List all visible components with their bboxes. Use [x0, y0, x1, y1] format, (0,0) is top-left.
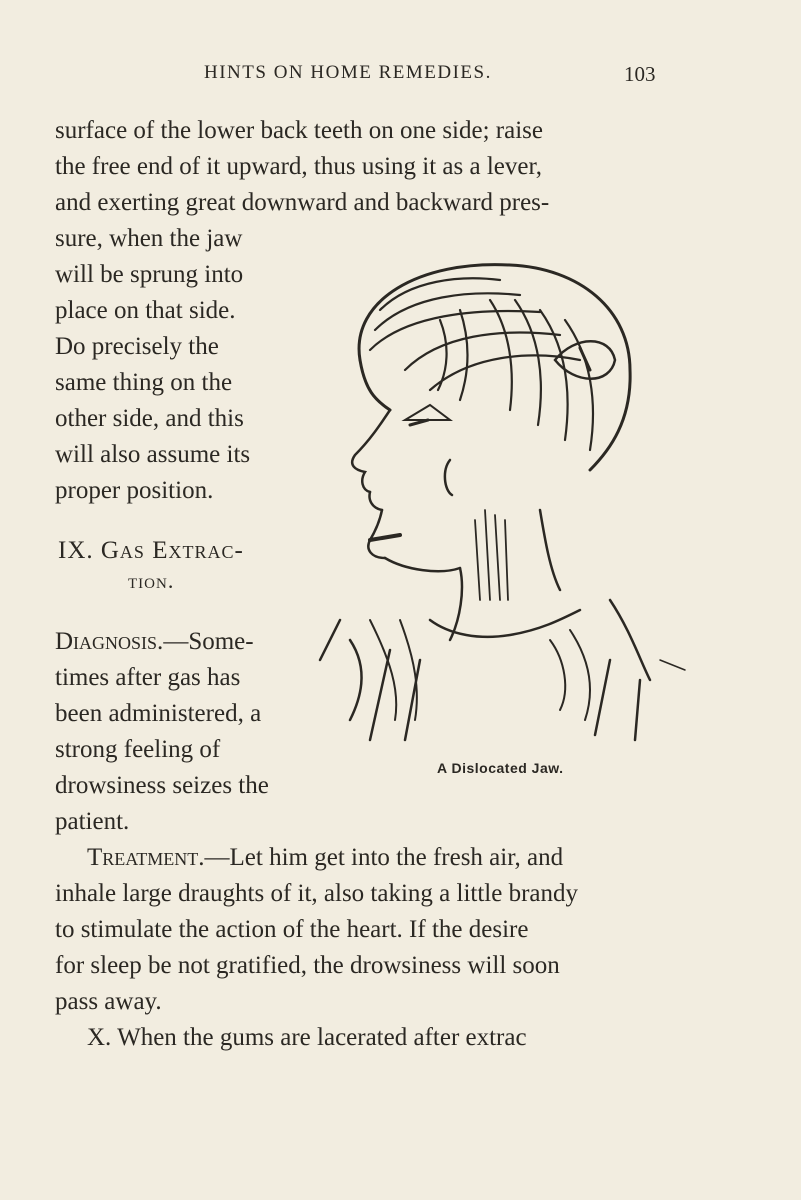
- text-line: patient.: [55, 808, 130, 835]
- text-line: proper position.: [55, 477, 214, 504]
- diagnosis-label: Diagnosis.: [55, 628, 164, 655]
- text-line: drowsiness seizes the: [55, 772, 269, 799]
- text-line: to stimulate the action of the heart. If the desire: [55, 916, 529, 943]
- text-line: inhale large draughts of it, also taking a little brandy: [55, 880, 579, 907]
- header-title: HINTS ON HOME REMEDIES.: [204, 62, 492, 83]
- text-line: surface of the lower back teeth on one side; raise: [55, 117, 543, 144]
- diagnosis-line: Diagnosis.—Some-: [55, 628, 254, 655]
- text-line: Do precisely the: [55, 333, 219, 360]
- text-line: will also assume its: [55, 441, 251, 468]
- treatment-line: Treatment.—Let him get into the fresh air, and: [87, 844, 564, 871]
- section-heading-ix-cont: tion.: [128, 568, 175, 593]
- treatment-label: Treatment.: [87, 844, 205, 871]
- text-line: place on that side.: [55, 297, 236, 324]
- section-heading-ix: IX. Gas Extrac-: [58, 537, 244, 564]
- text-line: been administered, a: [55, 700, 262, 727]
- text-line: sure, when the jaw: [55, 225, 243, 252]
- text-line: other side, and this: [55, 405, 244, 432]
- text-line: strong feeling of: [55, 736, 221, 763]
- text-line: times after gas has: [55, 664, 241, 691]
- woman-dislocated-jaw-illustration: [310, 240, 690, 760]
- figure-caption: A Dislocated Jaw.: [437, 760, 564, 776]
- page-number: 103: [624, 62, 656, 86]
- text-line: pass away.: [55, 988, 162, 1015]
- text-line: and exerting great downward and backward pres-: [55, 189, 550, 216]
- text-line: same thing on the: [55, 369, 233, 396]
- running-header: [204, 62, 664, 84]
- text-line: X. When the gums are lacerated after extrac: [87, 1024, 527, 1051]
- text-line: the free end of it upward, thus using it as a lever,: [55, 153, 543, 180]
- text-line: will be sprung into: [55, 261, 244, 288]
- text-line: for sleep be not gratified, the drowsiness will soon: [55, 952, 560, 979]
